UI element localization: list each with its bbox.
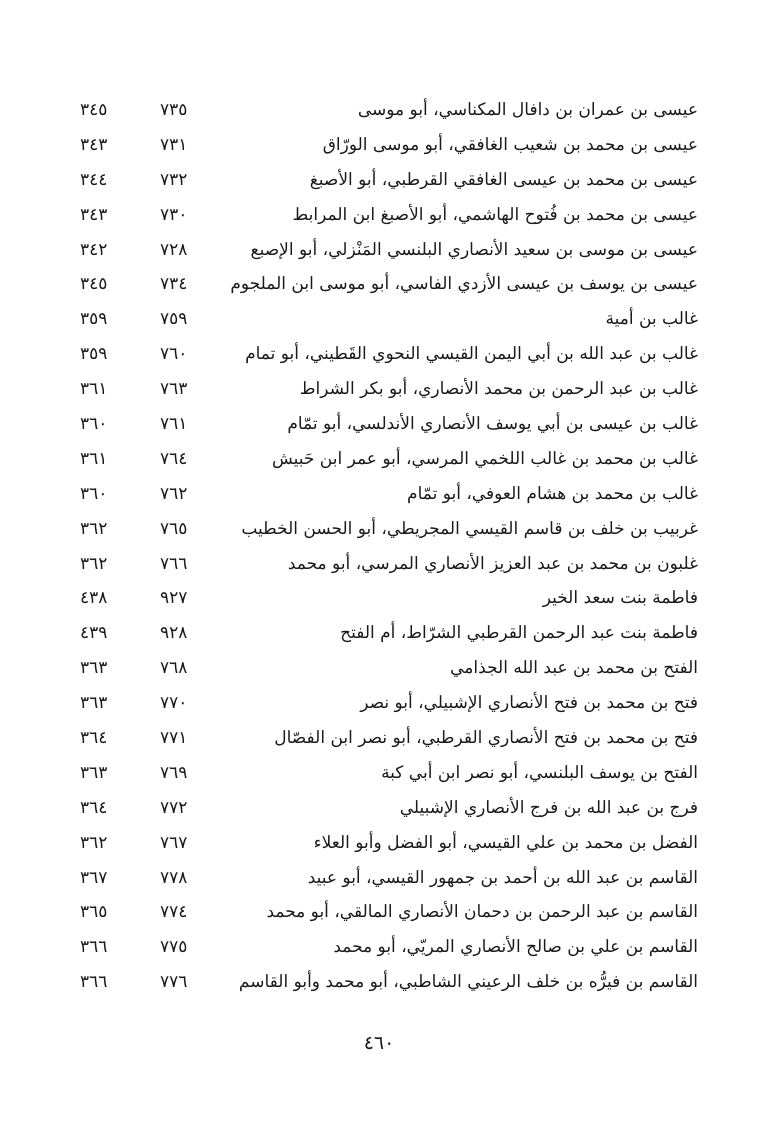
entry-number: ٧٦٠ <box>160 344 188 365</box>
entry-number: ٧٦٤ <box>160 448 188 469</box>
index-entry-row <box>80 302 698 337</box>
entry-number: ٧٢٨ <box>160 239 188 260</box>
entry-name: غالب بن عيسى بن أبي يوسف الأنصاري الأندلسي، أبو تمّام <box>287 414 698 435</box>
entry-name: الفتح بن محمد بن عبد الله الجذامي <box>450 658 698 679</box>
index-entry-row <box>80 407 698 442</box>
entry-number: ٧٧٥ <box>160 937 188 958</box>
entry-page-number: ٣٦٧ <box>80 867 108 888</box>
entry-name: الفضل بن محمد بن علي القيسي، أبو الفضل وأبو العلاء <box>313 832 698 853</box>
entry-number: ٧٦٥ <box>160 518 188 539</box>
index-entry-row <box>80 965 698 1000</box>
entry-number: ٧٦٨ <box>160 658 188 679</box>
entry-page-number: ٣٦٣ <box>80 762 108 783</box>
entry-page-number: ٣٦٦ <box>80 937 108 958</box>
index-entry-row <box>80 686 698 721</box>
index-entry-row <box>80 930 698 965</box>
index-entry-row <box>80 756 698 791</box>
entry-page-number: ٣٦٤ <box>80 728 108 749</box>
index-entry-row <box>80 791 698 826</box>
index-entry-row <box>80 721 698 756</box>
entry-page-number: ٣٤٣ <box>80 134 108 155</box>
entry-name: غالب بن عبد الله بن أبي اليمن القيسي النحوي القَطيني، أبو تمام <box>245 344 698 365</box>
entry-number: ٧٧١ <box>160 728 188 749</box>
entry-page-number: ٣٦٦ <box>80 972 108 993</box>
entry-page-number: ٣٦٣ <box>80 693 108 714</box>
entry-name: عيسى بن محمد بن فُتوح الهاشمي، أبو الأصبغ ابن المرابط <box>292 204 698 225</box>
entry-number: ٧٣٥ <box>160 100 188 120</box>
entry-name: عيسى بن عمران بن دافال المكناسي، أبو موسى <box>357 100 698 120</box>
index-entry-row <box>80 651 698 686</box>
entry-number: ٧٣٠ <box>160 204 188 225</box>
entry-name: القاسم بن علي بن صالح الأنصاري المريّي، أبو محمد <box>333 937 698 958</box>
entry-number: ٧٣٤ <box>160 274 188 295</box>
entry-name: القاسم بن عبد الرحمن بن دحمان الأنصاري المالقي، أبو محمد <box>266 902 698 923</box>
index-entry-row <box>80 233 698 268</box>
entry-page-number: ٣٦٢ <box>80 832 108 853</box>
entry-number: ٧٧٠ <box>160 693 188 714</box>
entry-name: غالب بن أمية <box>605 309 698 330</box>
index-entry-row <box>80 372 698 407</box>
entry-name: عيسى بن محمد بن شعيب الغافقي، أبو موسى الورّاق <box>322 134 698 155</box>
entry-page-number: ٣٦١ <box>80 379 108 400</box>
index-entry-row <box>80 616 698 651</box>
entry-page-number: ٣٦٢ <box>80 518 108 539</box>
index-entry-row <box>80 895 698 930</box>
entry-page-number: ٣٦٢ <box>80 553 108 574</box>
index-entry-row <box>80 267 698 302</box>
entry-name: القاسم بن فيرُّه بن خلف الرعيني الشاطبي، أبو محمد وأبو القاسم <box>238 972 698 993</box>
entry-page-number: ٤٣٨ <box>80 588 108 609</box>
index-entry-row <box>80 512 698 547</box>
entry-number: ٧٧٨ <box>160 867 188 888</box>
entry-page-number: ٣٥٩ <box>80 309 108 330</box>
entry-page-number: ٣٤٢ <box>80 239 108 260</box>
entry-page-number: ٣٤٤ <box>80 169 108 190</box>
index-entry-row <box>80 163 698 198</box>
entry-number: ٩٢٨ <box>160 623 188 644</box>
entry-number: ٧٥٩ <box>160 309 188 330</box>
entry-page-number: ٤٣٩ <box>80 623 108 644</box>
entry-name: غلبون بن محمد بن عبد العزيز الأنصاري المرسي، أبو محمد <box>287 553 698 574</box>
index-entry-row <box>80 337 698 372</box>
entry-number: ٧٧٤ <box>160 902 188 923</box>
index-list <box>80 93 698 1000</box>
entry-name: غالب بن محمد بن هشام العوفي، أبو تمّام <box>407 483 698 504</box>
index-entry-row <box>80 861 698 896</box>
page-number: ٤٦٠ <box>363 1032 395 1054</box>
entry-name: فاطمة بنت سعد الخير <box>542 588 698 609</box>
entry-name: غالب بن محمد بن غالب اللخمي المرسي، أبو عمر ابن حَبيش <box>271 448 698 469</box>
entry-page-number: ٣٦٤ <box>80 797 108 818</box>
entry-page-number: ٣٦١ <box>80 448 108 469</box>
entry-name: غالب بن عبد الرحمن بن محمد الأنصاري، أبو بكر الشراط <box>299 379 698 400</box>
entry-number: ٧٦١ <box>160 414 188 435</box>
entry-name: فتح بن محمد بن فتح الأنصاري القرطبي، أبو نصر ابن الفصّال <box>274 728 698 749</box>
entry-number: ٧٦٩ <box>160 762 188 783</box>
entry-number: ٧٧٦ <box>160 972 188 993</box>
entry-page-number: ٣٤٥ <box>80 100 108 120</box>
entry-page-number: ٣٦٣ <box>80 658 108 679</box>
index-entry-row <box>80 547 698 582</box>
entry-number: ٧٣٢ <box>160 169 188 190</box>
entry-page-number: ٣٤٥ <box>80 274 108 295</box>
entry-page-number: ٣٦٠ <box>80 414 108 435</box>
entry-number: ٧٦٦ <box>160 553 188 574</box>
entry-number: ٧٧٢ <box>160 797 188 818</box>
entry-name: القاسم بن عبد الله بن أحمد بن جمهور القيسي، أبو عبيد <box>307 867 698 888</box>
entry-page-number: ٣٦٠ <box>80 483 108 504</box>
entry-name: الفتح بن يوسف البلنسي، أبو نصر ابن أبي كبة <box>381 762 698 783</box>
index-entry-row <box>80 198 698 233</box>
entry-number: ٧٦٣ <box>160 379 188 400</box>
index-entry-row <box>80 93 698 128</box>
entry-name: غربيب بن خلف بن قاسم القيسي المجريطي، أبو الحسن الخطيب <box>241 518 698 539</box>
index-entry-row <box>80 128 698 163</box>
entry-name: فرج بن عبد الله بن فرج الأنصاري الإشبيلي <box>399 797 698 818</box>
index-entry-row <box>80 581 698 616</box>
entry-page-number: ٣٥٩ <box>80 344 108 365</box>
entry-name: فاطمة بنت عبد الرحمن القرطبي الشرّاط، أم الفتح <box>340 623 698 644</box>
index-entry-row <box>80 477 698 512</box>
entry-page-number: ٣٦٥ <box>80 902 108 923</box>
entry-name: فتح بن محمد بن فتح الأنصاري الإشبيلي، أبو نصر <box>360 693 698 714</box>
entry-name: عيسى بن محمد بن عيسى الغافقي القرطبي، أبو الأصبغ <box>309 169 698 190</box>
index-entry-row <box>80 826 698 861</box>
entry-name: عيسى بن يوسف بن عيسى الأزدي الفاسي، أبو موسى ابن الملجوم <box>230 274 698 295</box>
entry-number: ٩٢٧ <box>160 588 188 609</box>
index-entry-row <box>80 442 698 477</box>
entry-number: ٧٦٧ <box>160 832 188 853</box>
entry-number: ٧٣١ <box>160 134 188 155</box>
entry-page-number: ٣٤٣ <box>80 204 108 225</box>
entry-name: عيسى بن موسى بن سعيد الأنصاري البلنسي المَنْزلي، أبو الإصبع <box>250 239 698 260</box>
entry-number: ٧٦٢ <box>160 483 188 504</box>
